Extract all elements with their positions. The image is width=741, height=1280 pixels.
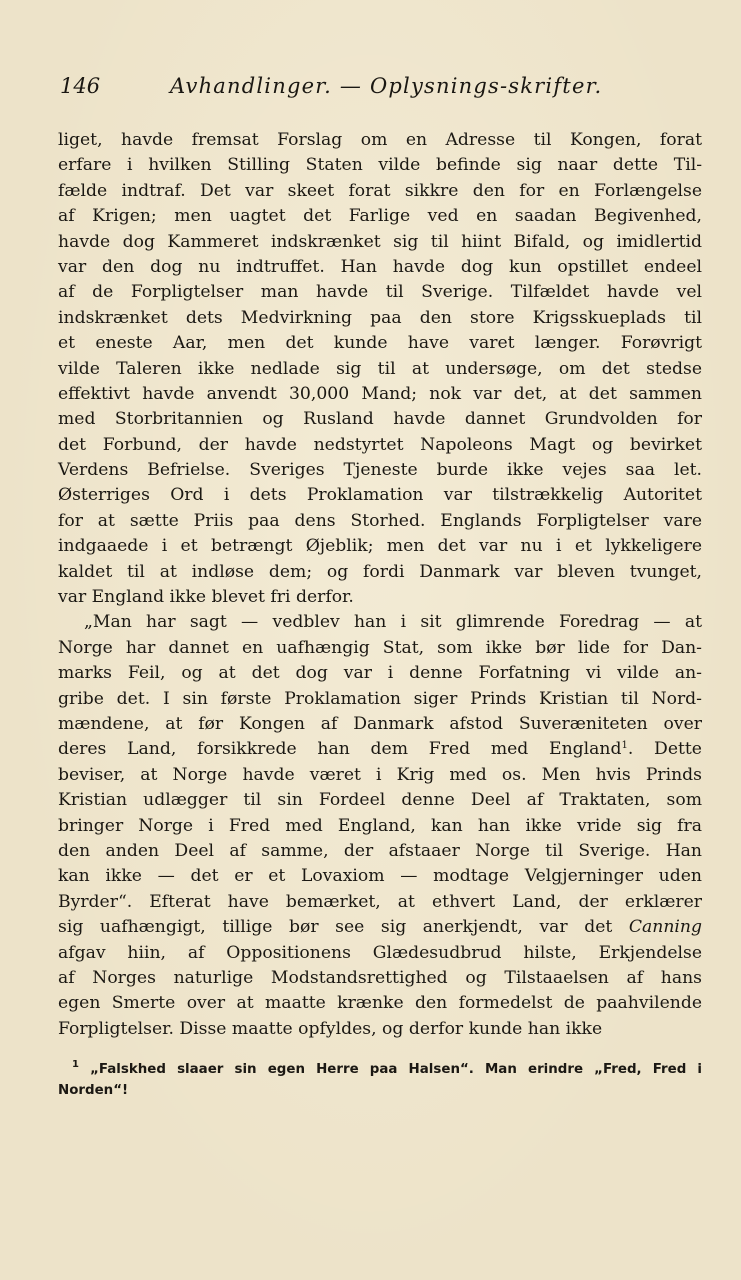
footnote-text: „Falskhed slaaer sin egen Herre paa Halsen“. Man erindre „Fred, Fred i — [90, 1062, 703, 1077]
text-segment: . Dette — [627, 739, 702, 760]
text-line: havde dog Kammeret indskrænket sig til hiint Bifald, og imidlertid — [58, 231, 702, 252]
text-line: bringer Norge i Fred med England, kan han ikke vride sig fra — [58, 815, 702, 836]
text-line: marks Feil, og at det dog var i denne Forfatning vi vilde an- — [58, 663, 702, 684]
italic-name: Canning — [628, 917, 702, 938]
text-line: det Forbund, der havde nedstyrtet Napoleons Magt og bevirket — [58, 434, 702, 455]
text-line: Byrder“. Efterat have bemærket, at ethvert Land, der erklærer — [58, 891, 702, 912]
text-line: erfare i hvilken Stilling Staten vilde befinde sig naar dette Til- — [58, 155, 702, 176]
running-head — [60, 74, 620, 104]
text-line-with-italic — [58, 915, 702, 940]
body-text — [58, 128, 702, 1042]
text-line: vilde Taleren ikke nedlade sig til at undersøge, om det stedse — [58, 358, 702, 379]
text-line: af de Forpligtelser man havde til Sverige. Tilfældet havde vel — [58, 282, 702, 303]
text-line: af Krigen; men uagtet det Farlige ved en saadan Begivenhed, — [58, 206, 702, 227]
footnote — [58, 1059, 702, 1101]
text-line: af Norges naturlige Modstandsrettighed og Tilstaaelsen af hans — [58, 967, 702, 988]
text-line: kaldet til at indløse dem; og fordi Danmark var bleven tvunget, — [58, 561, 702, 582]
text-segment: deres Land, forsikkrede han dem Fred med England — [58, 739, 622, 760]
footnote-marker: 1 — [72, 1059, 79, 1070]
text-line: kan ikke — det er et Lovaxiom — modtage Velgjerninger uden — [58, 866, 702, 887]
text-line: gribe det. I sin første Proklamation siger Prinds Kristian til Nord- — [58, 688, 702, 709]
text-line: et eneste Aar, men det kunde have varet længer. Forøvrigt — [58, 333, 702, 354]
text-line: Norge har dannet en uafhængig Stat, som ikke bør lide for Dan- — [58, 637, 702, 658]
text-line: Kristian udlægger til sin Fordeel denne Deel af Traktaten, som — [58, 790, 702, 811]
footnote-marker: 1 — [621, 740, 628, 752]
text-line: afgav hiin, af Oppositionens Glædesudbrud hilste, Erkjendelse — [58, 942, 702, 963]
text-line: Forpligtelser. Disse maatte opfyldes, og derfor kunde han ikke — [58, 1018, 603, 1039]
text-line: var England ikke blevet fri derfor. — [58, 587, 354, 608]
text-line: var den dog nu indtruffet. Han havde dog kun opstillet endeel — [58, 256, 702, 277]
text-line: med Storbritannien og Rusland havde dannet Grundvolden for — [58, 409, 702, 430]
text-line: Østerriges Ord i dets Proklamation var tilstrækkelig Autoritet — [58, 485, 702, 506]
text-segment: sig uafhængigt, tillige bør see sig anerkjendt, var det — [58, 917, 613, 938]
text-line: indskrænket dets Medvirkning paa den store Krigsskueplads til — [58, 307, 702, 328]
text-line: indgaaede i et betrængt Øjeblik; men det var nu i et lykkeligere — [58, 536, 702, 557]
text-line: mændene, at før Kongen af Danmark afstod Suveræniteten over — [58, 713, 702, 734]
text-line: for at sætte Priis paa dens Storhed. Englands Forpligtelser vare — [58, 510, 702, 531]
text-line: liget, havde fremsat Forslag om en Adresse til Kongen, forat — [58, 130, 702, 150]
text-line: beviser, at Norge havde været i Krig med os. Men hvis Prinds — [58, 764, 702, 785]
text-line: egen Smerte over at maatte krænke den formedelst de paahvilende — [58, 993, 702, 1014]
section-title: Avhandlinger. — Oplysnings-skrifter. — [170, 74, 603, 98]
text-line: effektivt havde anvendt 30,000 Mand; nok var det, at det sammen — [58, 383, 702, 404]
footnote-line — [58, 1059, 702, 1080]
text-line: „Man har sagt — vedblev han i sit glimrende Foredrag — at — [84, 612, 702, 633]
footnote-line: Norden“! — [58, 1083, 129, 1098]
text-line-with-footnote — [58, 737, 702, 762]
page-number: 146 — [60, 74, 101, 98]
text-line: fælde indtraf. Det var skeet forat sikkre den for en Forlængelse — [58, 180, 702, 201]
text-line: den anden Deel af samme, der afstaaer Norge til Sverige. Han — [58, 840, 702, 861]
text-line: Verdens Befrielse. Sveriges Tjeneste burde ikke vejes saa let. — [58, 460, 702, 481]
